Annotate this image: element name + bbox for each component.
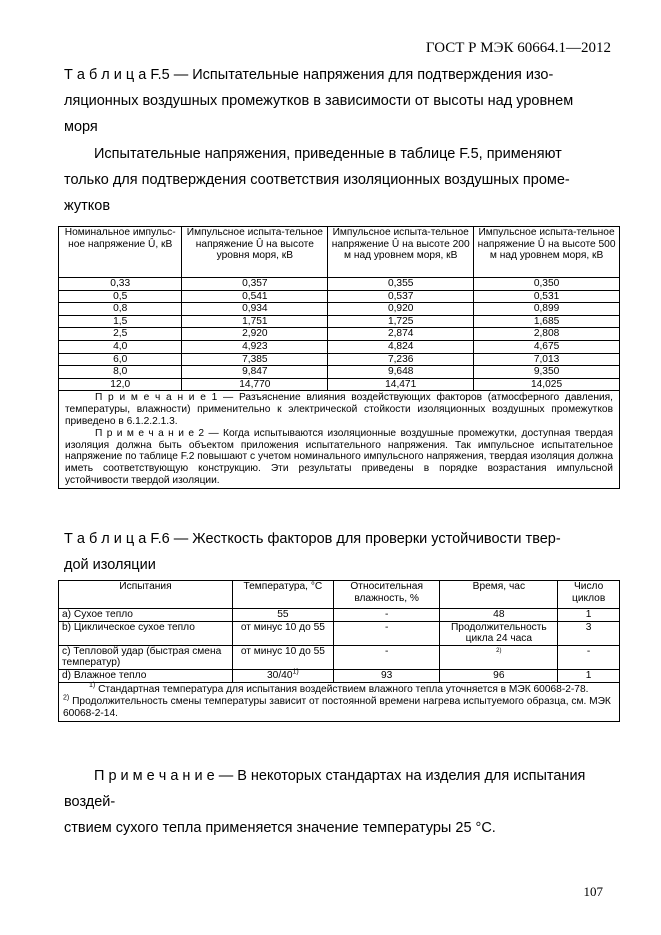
note-label: П р и м е ч а н и е bbox=[94, 768, 215, 784]
footnote-text: Стандартная температура для испытания воздействием влажного тепла уточняется в МЭК 60068-2-78. bbox=[98, 683, 589, 695]
footnote-mark: 1) bbox=[89, 682, 96, 690]
table-cell: - bbox=[558, 645, 620, 669]
footnote-1 bbox=[63, 684, 615, 696]
cell-value: 30/40 bbox=[267, 669, 293, 681]
table-cell: 7,013 bbox=[474, 353, 620, 366]
table-cell: - bbox=[333, 645, 440, 669]
table-row bbox=[59, 645, 620, 669]
table-cell: 0,531 bbox=[474, 290, 620, 303]
table-cell: 0,934 bbox=[182, 303, 328, 316]
table-header-row bbox=[59, 581, 620, 609]
caption-label: Т а б л и ц а F.6 bbox=[64, 531, 170, 547]
table-cell: - bbox=[333, 609, 440, 622]
table-cell: 2,874 bbox=[328, 328, 474, 341]
column-header: Температура, °С bbox=[232, 581, 333, 609]
table-row bbox=[59, 621, 620, 645]
table-row bbox=[59, 278, 620, 291]
table-row bbox=[59, 609, 620, 622]
table-cell: 4,0 bbox=[59, 340, 182, 353]
table-cell bbox=[232, 669, 333, 682]
table-cell: 2,5 bbox=[59, 328, 182, 341]
table-cell: с) Тепловой удар (быстрая смена температур) bbox=[59, 645, 233, 669]
table-cell: 9,648 bbox=[328, 366, 474, 379]
intro-line: только для подтверждения соответствия изоляционных воздушных проме- bbox=[64, 172, 570, 188]
intro-line: Испытательные напряжения, приведенные в таблице F.5, применяют bbox=[94, 146, 562, 162]
table-cell: - bbox=[333, 621, 440, 645]
table-row bbox=[59, 366, 620, 379]
column-header: Время, час bbox=[440, 581, 558, 609]
table-cell: 0,537 bbox=[328, 290, 474, 303]
footnote-mark: 2) bbox=[63, 694, 70, 702]
table-cell: 3 bbox=[558, 621, 620, 645]
column-header: Номинальное импульс-ное напряжение Û, кВ bbox=[59, 227, 182, 278]
standard-header: ГОСТ Р МЭК 60664.1—2012 bbox=[425, 40, 611, 56]
table-cell: 7,385 bbox=[182, 353, 328, 366]
caption-text: — Испытательные напряжения для подтверждения изо- bbox=[169, 67, 554, 83]
table-cell: а) Сухое тепло bbox=[59, 609, 233, 622]
note-text: — В некоторых стандартах на изделия для испытания воздей- bbox=[64, 768, 586, 810]
table-f6-caption bbox=[64, 526, 610, 578]
column-header: Испытания bbox=[59, 581, 233, 609]
table-cell: d) Влажное тепло bbox=[59, 669, 233, 682]
column-header: Импульсное испыта-тельное напряжение Û на высоте 500 м над уровнем моря, кВ bbox=[474, 227, 620, 278]
table-cell: 93 bbox=[333, 669, 440, 682]
table-cell: 2,808 bbox=[474, 328, 620, 341]
table-cell: 2) bbox=[440, 645, 558, 669]
table-cell: 14,471 bbox=[328, 378, 474, 391]
table-row bbox=[59, 290, 620, 303]
footnote-mark: 1) bbox=[292, 668, 299, 676]
table-row bbox=[59, 353, 620, 366]
table-notes bbox=[59, 391, 620, 488]
table-notes-row bbox=[59, 391, 620, 488]
table-cell: 4,675 bbox=[474, 340, 620, 353]
table-cell: 8,0 bbox=[59, 366, 182, 379]
footnote-2 bbox=[63, 696, 615, 720]
caption-text: — Жесткость факторов для проверки устойчивости твер- bbox=[169, 531, 561, 547]
table-cell: 0,357 bbox=[182, 278, 328, 291]
table-cell: Продолжительность цикла 24 часа bbox=[440, 621, 558, 645]
table-footnotes-row bbox=[59, 682, 620, 721]
column-header: Относительная влажность, % bbox=[333, 581, 440, 609]
column-header: Импульсное испыта-тельное напряжение Û на высоте уровня моря, кВ bbox=[182, 227, 328, 278]
intro-line: жутков bbox=[64, 198, 111, 214]
table-cell: 48 bbox=[440, 609, 558, 622]
table-cell: 1 bbox=[558, 609, 620, 622]
table-cell: 4,923 bbox=[182, 340, 328, 353]
table-cell: 0,920 bbox=[328, 303, 474, 316]
table-cell: 0,33 bbox=[59, 278, 182, 291]
table-cell: 55 bbox=[232, 609, 333, 622]
table-cell: 0,8 bbox=[59, 303, 182, 316]
table-cell: 12,0 bbox=[59, 378, 182, 391]
caption-line: ляционных воздушных промежутков в зависимости от высоты над уровнем bbox=[64, 93, 574, 109]
column-header: Число циклов bbox=[558, 581, 620, 609]
table-row bbox=[59, 328, 620, 341]
table-f6 bbox=[58, 580, 620, 722]
table-cell: 0,355 bbox=[328, 278, 474, 291]
table-note-2: П р и м е ч а н и е 2 — Когда испытываются изоляционные воздушные промежутки, доступная твердая изоляция должна быть объектом приложения испытательного напряжения. Так импульсное испытательное напряжение по таблице F.2 повышают с учетом номинального импульсного напряжения, твердая изоляция должна иметь соответствующую конструкцию. Эти результаты приведены в порядке возрастания импульсной устойчивости твердой изоляции. bbox=[65, 427, 613, 486]
final-note bbox=[64, 763, 610, 841]
table-cell: 7,236 bbox=[328, 353, 474, 366]
table-row bbox=[59, 378, 620, 391]
note-line: ствием сухого тепла применяется значение температуры 25 °С. bbox=[64, 820, 496, 836]
table-cell: 2,920 bbox=[182, 328, 328, 341]
table-cell: 14,025 bbox=[474, 378, 620, 391]
table-cell: 4,824 bbox=[328, 340, 474, 353]
table-cell: 0,5 bbox=[59, 290, 182, 303]
table-row bbox=[59, 315, 620, 328]
table-cell: 96 bbox=[440, 669, 558, 682]
table-cell: 0,899 bbox=[474, 303, 620, 316]
caption-line: дой изоляции bbox=[64, 557, 156, 573]
footnote-text: Продолжительность смены температуры зависит от постоянной времени нагрева испытуемого образца, см. МЭК 60068-2-14. bbox=[63, 695, 611, 719]
table-cell: от минус 10 до 55 bbox=[232, 645, 333, 669]
table-f5 bbox=[58, 226, 620, 489]
table-cell: 0,541 bbox=[182, 290, 328, 303]
table-cell: 1 bbox=[558, 669, 620, 682]
table-header-row bbox=[59, 227, 620, 278]
table-cell: 6,0 bbox=[59, 353, 182, 366]
intro-paragraph bbox=[64, 141, 610, 219]
table-cell: от минус 10 до 55 bbox=[232, 621, 333, 645]
table-row bbox=[59, 669, 620, 682]
table-cell: 1,685 bbox=[474, 315, 620, 328]
table-f5-caption bbox=[64, 62, 610, 140]
table-cell: 1,725 bbox=[328, 315, 474, 328]
table-cell: 1,751 bbox=[182, 315, 328, 328]
table-note-1: П р и м е ч а н и е 1 — Разъяснение влияния воздействующих факторов (атмосферного давления, температуры, влажности) применительно к электрической стойкости изоляционных воздушных промежутков приведено в 6.1.2.2.1.3. bbox=[65, 392, 613, 427]
table-cell: 14,770 bbox=[182, 378, 328, 391]
table-row bbox=[59, 340, 620, 353]
caption-label: Т а б л и ц а F.5 bbox=[64, 67, 170, 83]
page-number: 107 bbox=[583, 884, 603, 899]
table-cell: b) Циклическое сухое тепло bbox=[59, 621, 233, 645]
column-header: Импульсное испыта-тельное напряжение Û на высоте 200 м над уровнем моря, кВ bbox=[328, 227, 474, 278]
table-cell: 9,350 bbox=[474, 366, 620, 379]
table-cell: 9,847 bbox=[182, 366, 328, 379]
table-footnotes bbox=[59, 682, 620, 721]
table-cell: 0,350 bbox=[474, 278, 620, 291]
table-row bbox=[59, 303, 620, 316]
table-cell: 1,5 bbox=[59, 315, 182, 328]
caption-line: моря bbox=[64, 119, 98, 135]
